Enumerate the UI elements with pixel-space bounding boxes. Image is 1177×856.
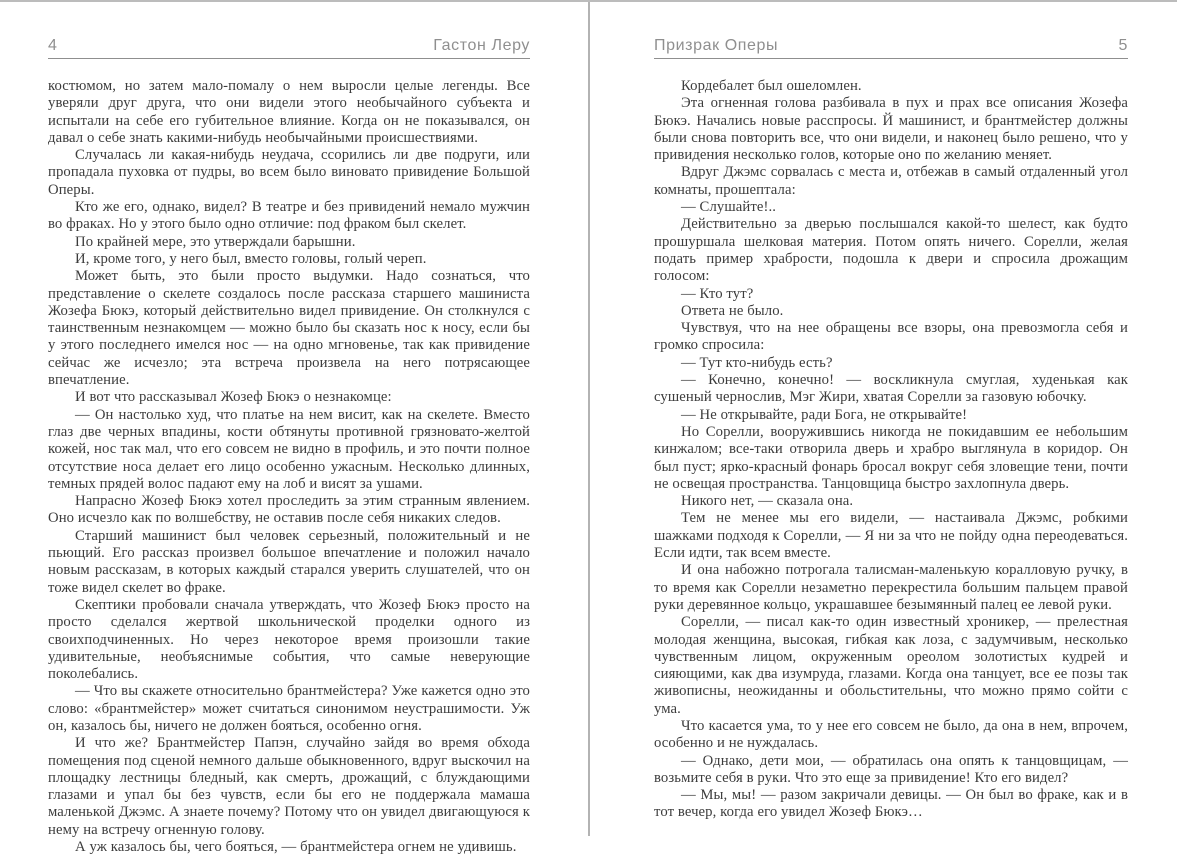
paragraph: Кто же его, однако, видел? В театре и без привидений немало мужчин во фраках. Но у этого было одно отличие: под фраком был скелет. [48, 199, 530, 233]
paragraph: И, кроме того, у него был, вместо головы, голый череп. [75, 250, 427, 267]
paragraph: И она набожно потрогала талисман-маленькую коралловую ручку, в то время как Сорелли незаметно перекрестила большим пальцем правой руки деревянное кольцо, украшавшее безымянный палец ее левой руки. [654, 562, 1128, 613]
running-title-left: Гастон Леру [433, 37, 530, 54]
paragraph: А уж казалось бы, чего бояться, — брантмейстера огнем не удивишь. [75, 839, 517, 856]
paragraph: Кордебалет был ошеломлен. [681, 78, 862, 94]
running-head-left [48, 37, 530, 59]
page-number-right: 5 [1118, 37, 1128, 54]
paragraph: — Что вы скажете относительно брантмейстера? Уже кажется одно это слово: «брантмейстер» может считаться синонимом неустрашимости. Уж он, казалось бы, ничего не должен бояться, особенно огня. [48, 683, 530, 734]
paragraph: — Он настолько худ, что платье на нем висит, как на скелете. Вместо глаз две черных впадины, кости обтянуты противной грязновато-желтой кожей, нос так мал, что его совсем не видно в профиль, и это почти полное отсутствие носа делает его лицо особенно ужасным. Несколько длинных, темных прядей волос падают ему на лоб и висят за ушами. [48, 406, 530, 492]
paragraph: Никого нет, — сказала она. [681, 493, 854, 510]
paragraph: Но Сорелли, вооружившись никогда не покидавшим ее небольшим кинжалом; все-таки отворила дверь и храбро выглянула в коридор. Он был пуст; ярко-красный фонарь бросал вокруг себя зловещие тени, почти не освещая пространства. Танцовщица быстро захлопнула дверь. [654, 423, 1128, 492]
paragraph: Действительно за дверью послышался какой-то шелест, как будто прошуршала шелковая материя. Потом опять ничего. Сорелли, желая подать пример храбрости, подошла к двери и спросила дрожащим голосом: [654, 216, 1128, 285]
running-head-right [654, 37, 1128, 59]
paragraph: Случалась ли какая-нибудь неудача, ссорились ли две подруги, или пропадала пуховка от пудры, во всем было виновато привидение Большой Оперы. [48, 147, 530, 198]
paragraph: — Не открывайте, ради Бога, не открывайте! [681, 406, 968, 423]
paragraph: — Слушайте!.. [681, 199, 776, 216]
running-title-right: Призрак Оперы [654, 37, 779, 54]
page-number-left: 4 [48, 37, 58, 54]
paragraph: костюмом, но затем мало-помалу о нем выросли целые легенды. Все уверяли друг друга, что они видели этого необычайного субъекта и испытали на себе его губительное влияние. Когда он не показывался, он давал о себе знать какими-нибудь необычайными происшествиями. [48, 78, 530, 146]
paragraph: И вот что рассказывал Жозеф Бюкэ о незнакомце: [75, 389, 392, 406]
paragraph: Напрасно Жозеф Бюкэ хотел проследить за этим странным явлением. Оно исчезло как по волшебству, не оставив после себя никаких следов. [48, 493, 530, 527]
paragraph: — Однако, дети мои, — обратилась она опять к танцовщицам, — возьмите себя в руки. Что это еще за привидение! Кто его видел? [654, 752, 1128, 786]
paragraph: — Мы, мы! — разом закричали девицы. — Он был во фраке, как и в тот вечер, когда его увидел Жозеф Бюкэ… [654, 787, 1128, 821]
paragraph: Старший машинист был человек серьезный, положительный и не пьющий. Его рассказ произвел большое впечатление и положил начало новым рассказам, в которых каждый старался уверить слушателей, что он тоже видел скелет во фраке. [48, 527, 530, 596]
page-divider [588, 2, 590, 836]
page-right [654, 0, 1128, 822]
paragraph: И что же? Брантмейстер Папэн, случайно зайдя во время обхода помещения под сценой немного дальше обыкновенного, вдруг выскочил на площадку лестницы бледный, как смерть, дрожащий, с блуждающими глазами и упал бы без чувств, если бы его не поддержала мамаша маленькой Джэмс. А знаете почему? Потому что он увидел двигающуюся к нему на встречу огненную голову. [48, 735, 530, 838]
paragraph: Эта огненная голова разбивала в пух и прах все описания Жозефа Бюкэ. Начались новые расспросы. Й машинист, и брантмейстер должны были снова повторить все, что они видели, и наконец было решено, что у привидения несколько голов, которые оно по желанию меняет. [654, 95, 1128, 164]
paragraph: — Тут кто-нибудь есть? [681, 354, 833, 371]
paragraph: Вдруг Джэмс сорвалась с места и, отбежав в самый отдаленный угол комнаты, прошептала: [654, 164, 1128, 198]
paragraph: Может быть, это были просто выдумки. Надо сознаться, что представление о скелете создалось после рассказа старшего машиниста Жозефа Бюкэ, который действительно видел привидение. Он столкнулся с таинственным незнакомцем — можно было бы сказать нос к носу, если бы у этого последнего имелся нос — на одно мгновенье, так как привидение сейчас же исчезло; эта встреча произвела на него потрясающее впечатление. [48, 268, 530, 389]
page-right-body-text [654, 78, 1128, 822]
page-left-body-text [48, 78, 530, 856]
paragraph: Тем не менее мы его видели, — настаивала Джэмс, робкими шажками подходя к Сорелли, — Я ни за что не пойду одна переодеваться. Если идти, так всем вместе. [654, 510, 1128, 562]
paragraph: Сорелли, — писал как-то один известный хроникер, — прелестная молодая женщина, высокая, гибкая как лоза, с задумчивым, несколько чувственным лицом, окруженным ореолом золотистых кудрей и сияющими, как два изумруда, глазами. Когда она танцует, все ее позы так живописны, неожиданны и обольстительны, что можно прямо сойти с ума. [654, 614, 1128, 717]
paragraph: Чувствуя, что на нее обращены все взоры, она превозмогла себя и громко спросила: [654, 320, 1128, 354]
paragraph: — Конечно, конечно! — воскликнула смуглая, худенькая как сушеный чернослив, Мэг Жири, хватая Сорелли за газовую юбочку. [654, 372, 1128, 406]
paragraph: Ответа не было. [681, 302, 784, 319]
paragraph: — Кто тут? [681, 285, 754, 302]
paragraph: Что касается ума, то у нее его совсем не было, да она в нем, впрочем, особенно и не нуждалась. [654, 717, 1128, 752]
page-left [48, 0, 530, 856]
paragraph: По крайней мере, это утверждали барышни. [75, 233, 356, 250]
paragraph: Скептики пробовали сначала утверждать, что Жозеф Бюкэ просто на просто сделался жертвой школьнической проделки одного из своихподчиненных. Но через некоторое время произошли такие удивительные, необъяснимые события, что самые неверующие поколебались. [48, 596, 530, 683]
